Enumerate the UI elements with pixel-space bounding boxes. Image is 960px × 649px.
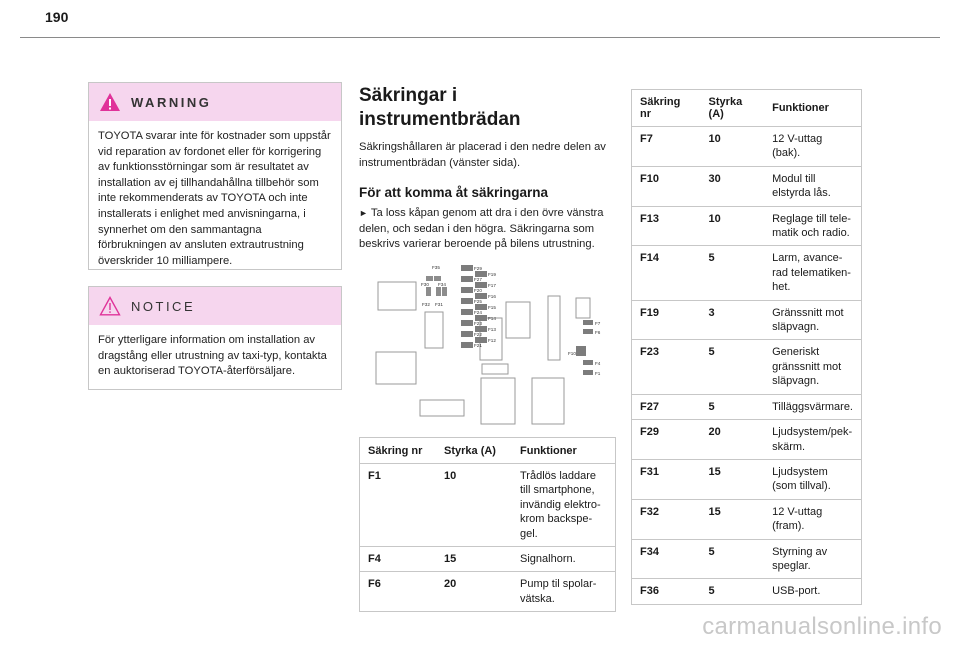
diagram-label-f12: F12 <box>488 338 496 343</box>
diagram-label-f24: F24 <box>474 310 482 315</box>
table-row <box>632 539 861 579</box>
page-number: 190 <box>45 9 69 25</box>
fuse-number: F29 <box>632 420 701 460</box>
diagram-label-f22: F22 <box>474 332 482 337</box>
table-header-row <box>360 438 615 464</box>
fuse-number: F36 <box>632 579 701 604</box>
fuse-number: F4 <box>360 547 436 572</box>
diagram-label-f20: F20 <box>474 288 482 293</box>
fuse-function: Modul till elstyrda lås. <box>764 166 861 206</box>
fuse-box-diagram <box>372 260 612 430</box>
table-row <box>360 464 615 547</box>
table-row <box>632 340 861 394</box>
fuse-function: Ljudsystem/pek-skärm. <box>764 420 861 460</box>
fuse-amp: 15 <box>701 459 765 499</box>
step-text: Ta loss kåpan genom att dra i den övre vänstra delen, och sedan i den högra. Säkringarna som beskrivs varierar beroende på bilens utrustning. <box>359 207 604 251</box>
diagram-label-f10: F10 <box>568 351 576 356</box>
fuse-function: Signalhorn. <box>512 547 615 572</box>
fuse-table-mid <box>359 437 616 612</box>
step-arrow-icon: ► <box>359 208 368 219</box>
fuse-amp: 10 <box>701 127 765 167</box>
diagram-label-f29: F29 <box>474 266 482 271</box>
fuse-amp: 5 <box>701 539 765 579</box>
diagram-label-f6: F6 <box>595 330 601 335</box>
col-header-func: Funktioner <box>764 90 861 127</box>
col-header-func: Funktioner <box>512 438 615 464</box>
fuse-number: F10 <box>632 166 701 206</box>
fuse-function: Ljudsystem (som tillval). <box>764 459 861 499</box>
col-header-fuse: Säkring nr <box>632 90 701 127</box>
watermark: carmanualsonline.info <box>702 613 942 640</box>
table-row <box>632 459 861 499</box>
fuse-amp: 30 <box>701 166 765 206</box>
table-row <box>632 206 861 246</box>
fuse-table-right <box>631 89 862 605</box>
table-row <box>632 300 861 340</box>
fuse-number: F14 <box>632 246 701 300</box>
warning-header <box>89 83 341 121</box>
table-row <box>632 127 861 167</box>
notice-header <box>89 287 341 325</box>
fuse-function: 12 V-uttag (bak). <box>764 127 861 167</box>
table-row <box>632 420 861 460</box>
fuse-number: F34 <box>632 539 701 579</box>
diagram-label-f21: F21 <box>474 343 482 348</box>
diagram-label-f35: F35 <box>432 265 440 270</box>
diagram-label-f32: F32 <box>422 302 430 307</box>
warning-icon <box>99 92 121 112</box>
fuse-amp: 20 <box>701 420 765 460</box>
diagram-label-f25: F25 <box>474 299 482 304</box>
notice-text: För ytterligare information om installation av dragstång eller utrustning av taxi-typ, kontakta en auktoriserad TOYOTA-återförsäljare. <box>98 334 327 378</box>
diagram-label-f19: F19 <box>488 272 496 277</box>
step-item <box>359 206 615 253</box>
section-title: Säkringar i instrumentbrädan <box>359 85 521 130</box>
fuse-function: Generiskt gränssnitt mot släpvagn. <box>764 340 861 394</box>
diagram-label-f16: F16 <box>488 294 496 299</box>
fuse-amp: 15 <box>436 547 512 572</box>
diagram-label-f23: F23 <box>474 321 482 326</box>
left-column <box>88 82 342 390</box>
diagram-label-f4: F4 <box>595 361 601 366</box>
fuse-number: F13 <box>632 206 701 246</box>
fuse-amp: 5 <box>701 579 765 604</box>
table-header-row <box>632 90 861 127</box>
warning-title: WARNING <box>131 94 212 110</box>
warning-text: TOYOTA svarar inte för kostnader som uppstår vid reparation av fordonet eller för korrigering av funktionsstörningar som är resultatet av installation av ej tillhandahållna tillbehör som inte rekommenderats av TOYOTA och inte installerats i enlighet med anvisningarna, i synnerhet om den sammantagna förbrukningen av ansluten extrautrustning överskrider 10 milliampere. <box>98 130 331 267</box>
fuse-number: F27 <box>632 394 701 419</box>
diagram-label-f27: F27 <box>474 277 482 282</box>
notice-icon <box>99 296 121 316</box>
fuse-function: Larm, avance-rad telematiken-het. <box>764 246 861 300</box>
table-row <box>632 394 861 419</box>
fuse-function: Styrning av speglar. <box>764 539 861 579</box>
table-row <box>632 166 861 206</box>
fuse-function: Gränssnitt mot släpvagn. <box>764 300 861 340</box>
fuse-amp: 10 <box>436 464 512 547</box>
section-intro: Säkringshållaren är placerad i den nedre delen av instrumentbrädan (vänster sida). <box>359 141 606 169</box>
fuse-function: Pump til spolar-vätska. <box>512 572 615 612</box>
notice-box <box>88 286 342 390</box>
diagram-label-f34: F34 <box>438 282 446 287</box>
fuse-amp: 10 <box>701 206 765 246</box>
notice-title: NOTICE <box>131 298 196 314</box>
fuse-function: Tilläggsvärmare. <box>764 394 861 419</box>
diagram-label-f7: F7 <box>595 321 601 326</box>
table-row <box>360 572 615 612</box>
diagram-outline <box>378 282 416 310</box>
fuse-amp: 5 <box>701 394 765 419</box>
col-header-amp: Styrka (A) <box>701 90 765 127</box>
diagram-label-f14: F14 <box>488 316 496 321</box>
diagram-label-f13: F13 <box>488 327 496 332</box>
warning-box <box>88 82 342 270</box>
fuse-number: F19 <box>632 300 701 340</box>
col-header-amp: Styrka (A) <box>436 438 512 464</box>
fuse-amp: 5 <box>701 246 765 300</box>
col-header-fuse: Säkring nr <box>360 438 436 464</box>
section-subtitle: För att komma åt säkringarna <box>359 185 549 201</box>
fuse-function: Reglage till tele-matik och radio. <box>764 206 861 246</box>
middle-column <box>359 82 615 253</box>
table-row <box>632 579 861 604</box>
header-rule <box>20 37 940 38</box>
table-row <box>632 246 861 300</box>
fuse-amp: 20 <box>436 572 512 612</box>
table-row <box>360 547 615 572</box>
fuse-function: USB-port. <box>764 579 861 604</box>
fuse-number: F23 <box>632 340 701 394</box>
diagram-label-f31: F31 <box>435 302 443 307</box>
diagram-label-f30: F30 <box>421 282 429 287</box>
fuse-number: F7 <box>632 127 701 167</box>
fuse-amp: 5 <box>701 340 765 394</box>
diagram-label-f15: F15 <box>488 305 496 310</box>
fuse-number: F31 <box>632 459 701 499</box>
diagram-label-f1: F1 <box>595 371 601 376</box>
fuse-amp: 15 <box>701 499 765 539</box>
fuse-number: F1 <box>360 464 436 547</box>
fuse-number: F6 <box>360 572 436 612</box>
fuse-function: 12 V-uttag (fram). <box>764 499 861 539</box>
fuse-function: Trådlös laddare till smartphone, invändig elektro-krom backspe-gel. <box>512 464 615 547</box>
diagram-label-f17: F17 <box>488 283 496 288</box>
fuse-number: F32 <box>632 499 701 539</box>
table-row <box>632 499 861 539</box>
fuse-amp: 3 <box>701 300 765 340</box>
